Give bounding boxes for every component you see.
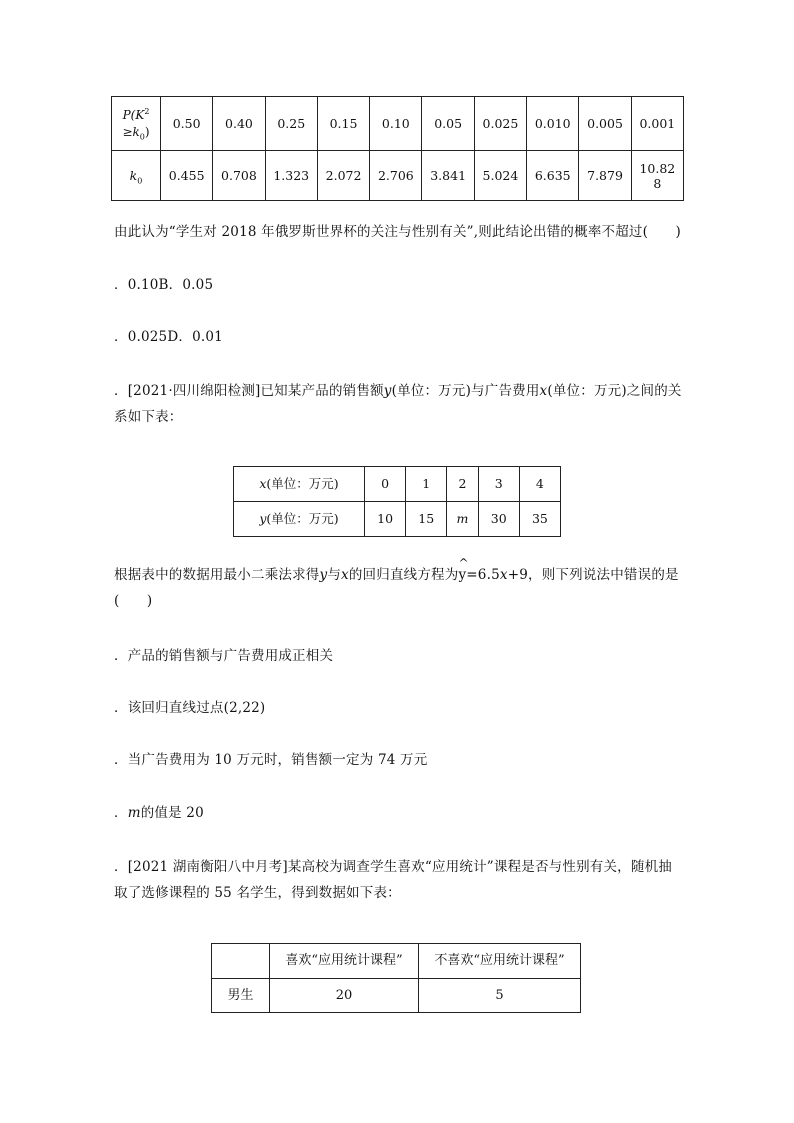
prob-value-cell: 0.10 [370,97,422,151]
male-like-cell: 20 [270,979,419,1013]
k0-value-cell: 0.708 [213,151,265,201]
q2-stem-x: x [539,383,548,399]
k0-value-cell: 7.879 [579,151,631,201]
k0-last-line2: 8 [653,175,662,191]
q2-option-2: ．该回归直线过点(2,22) [114,700,266,716]
x-value-cell: 2 [447,467,478,502]
prob-value-cell: 0.010 [527,97,579,151]
q1-options-ab: ．0.10B．0.05 [114,277,214,293]
x-header-var: x [259,476,267,491]
corner-cell [212,944,270,979]
y-value-cell: 35 [519,502,560,537]
q3-stem: ．[2021 湖南衡阳八中月考]某高校为调查学生喜欢“应用统计”课程是否与性别有关，随机抽取了选修课程的 55 名学生，得到数据如下表： [114,859,672,901]
k0-value-cell: 2.706 [370,151,422,201]
x-value-cell: 4 [519,467,560,502]
prob-label: P(K [122,107,145,122]
hat-var: y [458,567,467,583]
q2-eq-x: x [499,567,508,583]
critical-value-table [111,96,684,201]
y-value-cell: 15 [406,502,447,537]
prob-value-cell: 0.025 [474,97,526,151]
y-value-cell: 10 [365,502,406,537]
q1-options-cd: ．0.025D．0.01 [114,329,223,345]
x-value-cell: 3 [478,467,519,502]
q2-body [114,556,684,614]
k0-value-cell: 2.072 [317,151,369,201]
prob-value-cell: 0.40 [213,97,265,151]
y-hat [458,556,469,588]
q2-body-part1: 根据表中的数据用最小二乘法求得 [114,567,320,583]
prob-value-cell: 0.15 [317,97,369,151]
q2-option-4-pre: ． [114,805,128,821]
y-header-cell [234,502,365,537]
y-value-cell: 30 [478,502,519,537]
sales-ad-table [233,466,561,537]
q2-body-y: y [319,567,328,583]
male-dislike-cell: 5 [419,979,581,1013]
prob-value-cell: 0.005 [579,97,631,151]
k0-value-cell: 3.841 [422,151,474,201]
q2-option-4-m: m [127,805,141,821]
k0-header-cell [112,151,161,201]
q2-option-3: ．当广告费用为 10 万元时，销售额一定为 74 万元 [114,752,428,768]
q2-option-4 [114,800,684,826]
prob-value-cell: 0.50 [161,97,213,151]
q2-body-part3: 的回归直线方程为 [348,567,459,583]
y-header-var: y [259,511,267,526]
prob-value-cell: 0.05 [422,97,474,151]
like-header-cell: 喜欢“应用统计课程” [270,944,419,979]
y-value-cell: m [447,502,478,537]
x-header-cell [234,467,365,502]
q2-eq-end: +9，则下列说法中错误的是( ) [114,567,679,609]
x-value-cell: 1 [406,467,447,502]
q2-option-4-post: 的值是 20 [140,805,204,821]
x-value-cell: 0 [365,467,406,502]
k0-label: k [129,167,138,183]
dislike-header-cell: 不喜欢“应用统计课程” [419,944,581,979]
q2-stem-part3: (单位：万元)之间的关系如下表： [114,383,682,425]
prob-value-cell: 0.001 [631,97,683,151]
k0-value-cell: 6.635 [527,151,579,201]
prob-sup: 2 [144,106,150,116]
q2-stem-part1: ．[2021·四川绵阳检测]已知某产品的销售额 [114,383,384,399]
q2-option-1: ．产品的销售额与广告费用成正相关 [114,648,334,664]
q2-stem-part2: (单位：万元)与广告费用 [391,383,540,399]
prob-value-cell: 0.25 [265,97,317,151]
k0-value-cell: 0.455 [161,151,213,201]
k0-last-line1: 10.82 [639,160,676,176]
y-header-unit: (单位：万元) [266,511,339,526]
hat-mark: ^ [458,556,469,570]
q2-body-x: x [341,567,349,583]
k0-sub: 0 [137,176,143,185]
q2-body-part2: 与 [327,567,342,583]
q2-eq: =6.5 [466,567,500,583]
prob-header-cell [112,97,161,151]
prob-close: ) [144,124,150,139]
prob-sub: 0 [139,131,145,141]
x-header-unit: (单位：万元) [266,476,339,491]
prob-geq: ≥k [122,124,140,139]
k0-value-cell: 5.024 [474,151,526,201]
k0-value-cell: 1.323 [265,151,317,201]
male-label-cell: 男生 [212,979,270,1013]
course-preference-table [211,943,581,1013]
q2-stem-y: y [383,383,392,399]
k0-value-cell-last [631,151,683,201]
q2-stem [114,378,684,430]
q1-stem: 由此认为“学生对 2018 年俄罗斯世界杯的关注与性别有关”,则此结论出错的概率不超过( ) [114,224,681,240]
